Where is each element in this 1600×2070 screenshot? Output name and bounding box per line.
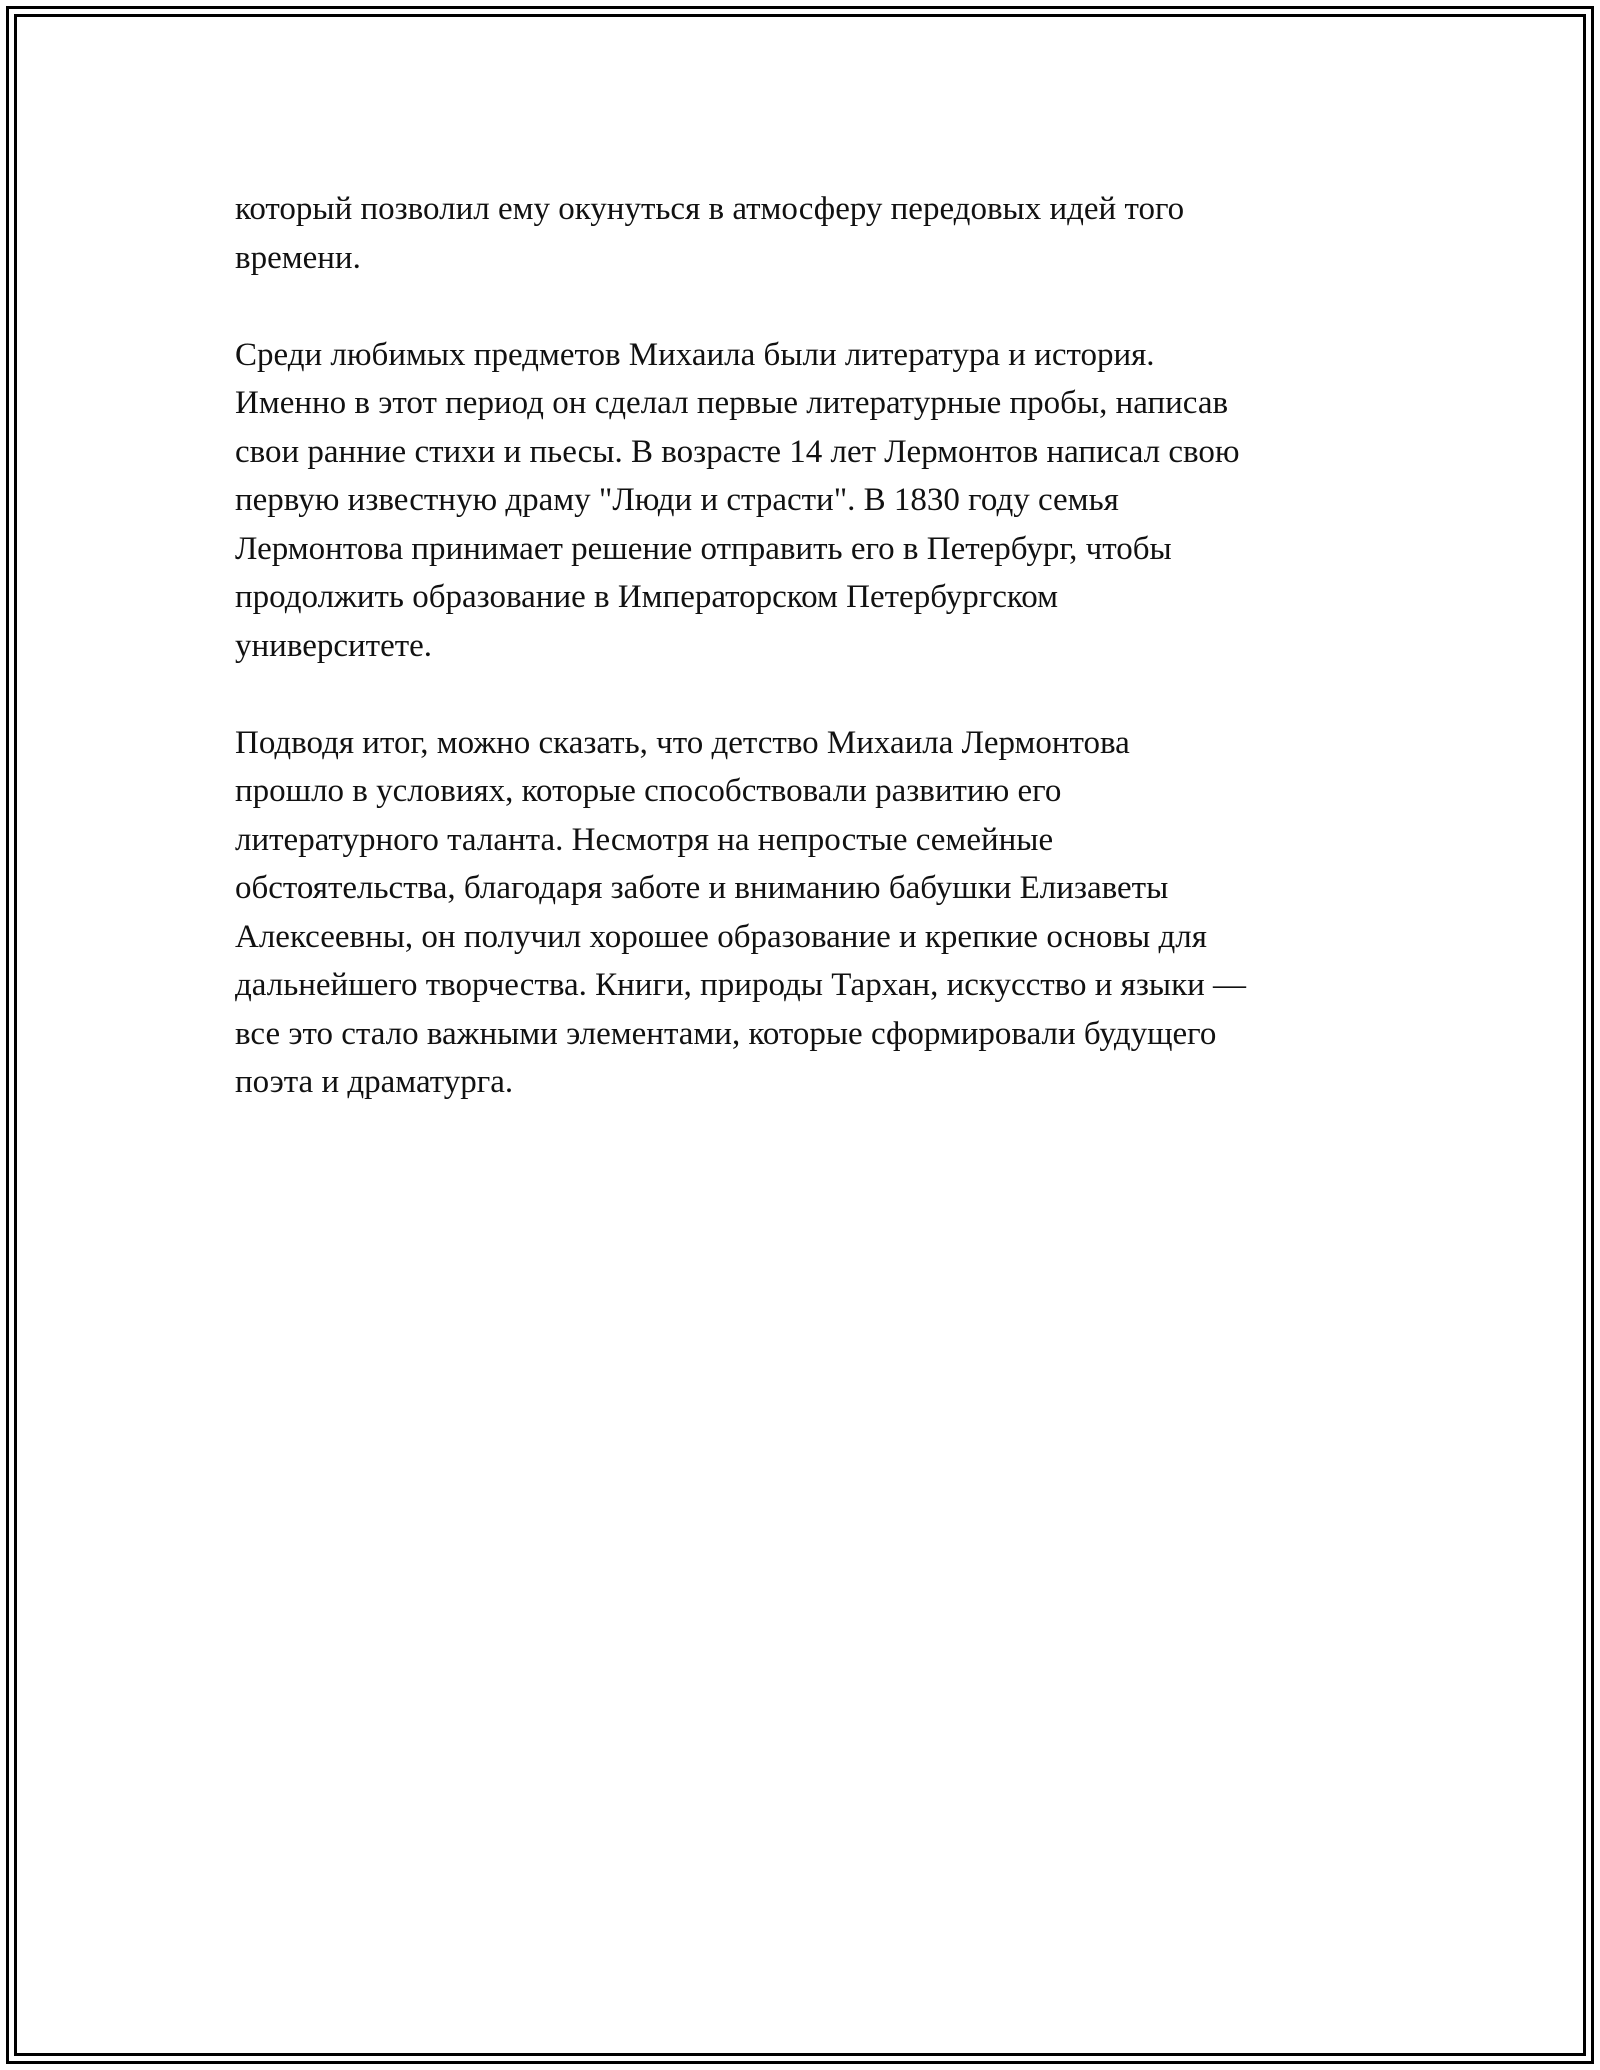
text-line: все это стало важными элементами, которые сформировали будущего	[235, 1015, 1217, 1052]
text-line: Именно в этот период он сделал первые литературные пробы, написав	[235, 385, 1229, 421]
text-line: времени.	[235, 239, 361, 276]
text-line: свои ранние стихи и пьесы. В возрасте 14 лет Лермонтов написал свою	[235, 433, 1240, 470]
text-line: литературного таланта. Несмотря на непростые семейные	[235, 821, 1054, 858]
text-line: продолжить образование в Императорском Петербургском	[235, 579, 1059, 615]
text-line: первую известную драму "Люди и страсти". В 1830 году семья	[235, 482, 1119, 518]
text-line: Подводя итог, можно сказать, что детство Михаила Лермонтова	[235, 724, 1130, 761]
text-line: дальнейшего творчества. Книги, природы Тархан, искусство и языки —	[235, 967, 1247, 1003]
text-line: Алексеевны, он получил хорошее образование и крепкие основы для	[235, 918, 1207, 955]
document-body	[235, 185, 1385, 1155]
paragraph-3	[235, 719, 1385, 1107]
paragraph-1	[235, 185, 1385, 282]
text-line: Среди любимых предметов Михаила были литература и история.	[235, 336, 1155, 373]
paragraph-2	[235, 331, 1385, 671]
text-line: поэта и драматурга.	[235, 1064, 514, 1100]
text-line: прошло в условиях, которые способствовали развитию его	[235, 773, 1062, 809]
text-line: Лермонтова принимает решение отправить его в Петербург, чтобы	[235, 530, 1172, 567]
text-line: обстоятельства, благодаря заботе и вниманию бабушки Елизаветы	[235, 870, 1169, 906]
text-line: университете.	[235, 627, 433, 664]
text-line: который позволил ему окунуться в атмосферу передовых идей того	[235, 191, 1185, 227]
